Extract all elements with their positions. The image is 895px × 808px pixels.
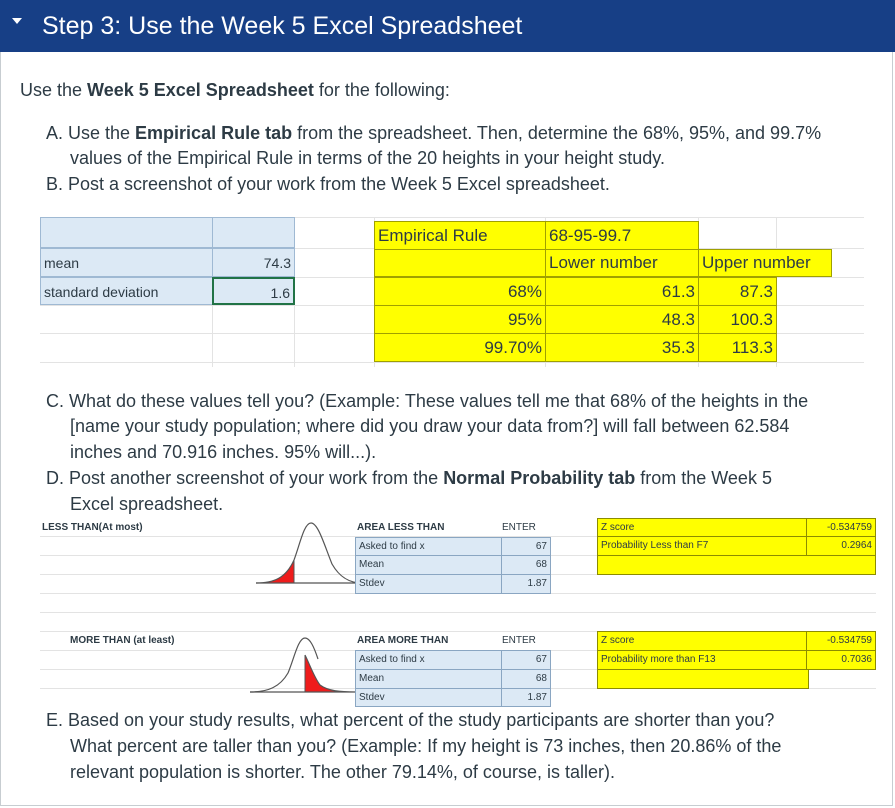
upper-cell: 113.3: [698, 333, 777, 362]
normal-probability-sheet-screenshot: [40, 517, 876, 707]
collapse-chevron-icon[interactable]: [12, 18, 22, 24]
header-cell: [212, 217, 295, 248]
probability-less-value: 0.2964: [806, 536, 876, 556]
z-score-value: -0.534759: [806, 518, 876, 537]
blank-cell: [374, 249, 546, 277]
upper-cell: 100.3: [698, 305, 777, 334]
lower-cell: 35.3: [545, 333, 699, 362]
stdev-input: 1.87: [501, 688, 551, 707]
mean-input: 68: [501, 669, 551, 689]
mean-label: Mean: [355, 555, 502, 575]
item-c-line2: [name your study population; where did you draw your data from?] will fall between 62.584: [70, 416, 790, 436]
item-e-line1: E. Based on your study results, what percent of the study participants are shorter than you?: [46, 710, 775, 730]
probability-more-label: Probability more than F13: [597, 650, 807, 670]
mean-label: mean: [40, 248, 213, 277]
pct-cell: 99.70%: [374, 333, 546, 362]
item-c-line1: C. What do these values tell you? (Example: These values tell me that 68% of the heights in the: [46, 391, 809, 411]
z-score-label: Z score: [597, 518, 807, 537]
pct-cell: 68%: [374, 277, 546, 306]
step-header[interactable]: [0, 0, 895, 52]
asked-to-find-x-label: Asked to find x: [355, 650, 502, 670]
probability-less-label: Probability Less than F7: [597, 536, 807, 556]
header-cell: [40, 217, 213, 248]
item-d-line1: D. Post another screenshot of your work from the Normal Probability tab from the Week 5: [46, 468, 772, 488]
item-d-line2: Excel spreadsheet.: [70, 494, 224, 514]
less-than-label: LESS THAN(At most): [42, 522, 143, 533]
empirical-rule-title: Empirical Rule: [374, 221, 546, 250]
asked-to-find-x-input: 67: [501, 650, 551, 670]
item-e-line3: relevant population is shorter. The other 79.14%, of course, is taller).: [70, 762, 615, 782]
empirical-rule-sheet-screenshot: [40, 217, 864, 367]
left-tail-normal-curve-icon: [254, 520, 364, 586]
sd-label: standard deviation: [40, 277, 213, 305]
enter-label: ENTER: [502, 522, 536, 533]
blank-cell: [597, 669, 809, 689]
asked-to-find-x-input: 67: [501, 537, 551, 556]
item-e-line2: What percent are taller than you? (Example: If my height is 73 inches, then 20.86% of the: [70, 736, 782, 756]
blank-cell: [597, 555, 876, 575]
rule-label: 68-95-99.7: [545, 221, 699, 250]
sd-value-selected: 1.6: [212, 277, 295, 305]
z-score-label: Z score: [597, 631, 807, 651]
lower-number-header: Lower number: [545, 249, 699, 277]
stdev-input: 1.87: [501, 574, 551, 594]
item-c-line3: inches and 70.916 inches. 95% will...).: [70, 442, 377, 462]
intro-text: Use the Week 5 Excel Spreadsheet for the following:: [20, 80, 450, 100]
upper-number-header: Upper number: [698, 249, 832, 277]
more-than-label: MORE THAN (at least): [70, 635, 175, 646]
item-b-line1: B. Post a screenshot of your work from the Week 5 Excel spreadsheet.: [46, 174, 610, 194]
item-a-line1: A. Use the Empirical Rule tab from the spreadsheet. Then, determine the 68%, 95%, and 99.7%: [46, 123, 822, 143]
probability-more-value: 0.7036: [806, 650, 876, 670]
lower-cell: 61.3: [545, 277, 699, 306]
upper-cell: 87.3: [698, 277, 777, 306]
right-tail-normal-curve-icon: [248, 635, 358, 695]
stdev-label: Stdev: [355, 574, 502, 594]
pct-cell: 95%: [374, 305, 546, 334]
asked-to-find-x-label: Asked to find x: [355, 537, 502, 556]
z-score-value: -0.534759: [806, 631, 876, 651]
area-more-than-title: AREA MORE THAN: [357, 635, 449, 646]
lower-cell: 48.3: [545, 305, 699, 334]
enter-label: ENTER: [502, 635, 536, 646]
mean-input: 68: [501, 555, 551, 575]
item-a-line2: values of the Empirical Rule in terms of the 20 heights in your height study.: [70, 148, 665, 168]
mean-label: Mean: [355, 669, 502, 689]
stdev-label: Stdev: [355, 688, 502, 707]
step-title: Step 3: Use the Week 5 Excel Spreadsheet: [42, 12, 523, 40]
area-less-than-title: AREA LESS THAN: [357, 522, 445, 533]
mean-value: 74.3: [212, 248, 295, 277]
